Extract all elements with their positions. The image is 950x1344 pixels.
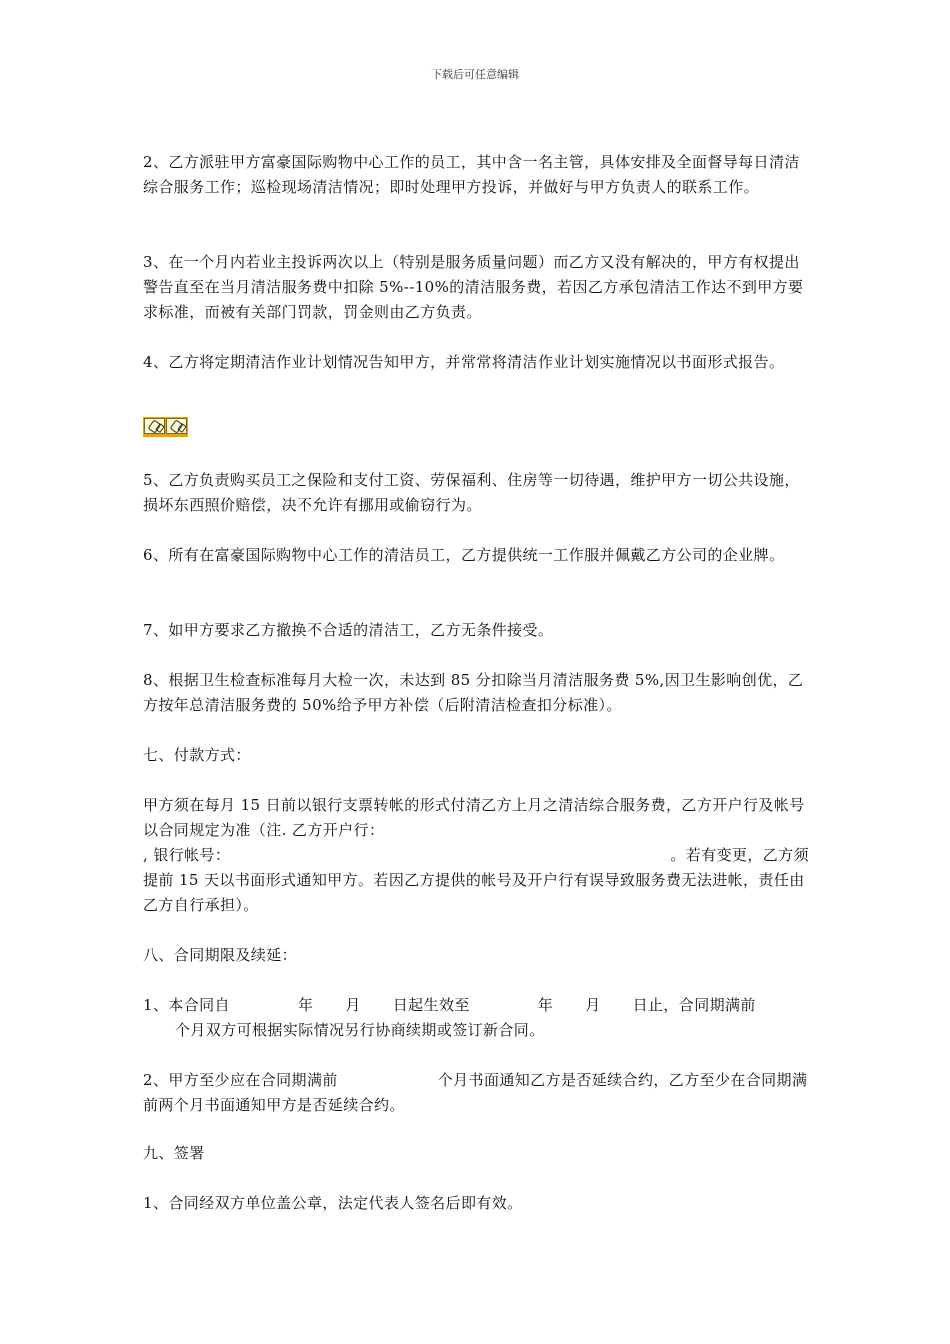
paperclip-icon: [144, 418, 165, 434]
clause-8: 8、根据卫生检查标准每月大检一次，未达到 85 分扣除当月清洁服务费 5%,因卫生影响创优，乙方按年总清洁服务费的 50%给予甲方补偿（后附清洁检查扣分标准）。: [143, 671, 804, 714]
term-start-label: 1、本合同自: [143, 996, 230, 1014]
term-line-a: [143, 993, 809, 1018]
clause-5: 5、乙方负责购买员工之保险和支付工资、劳保福利、住房等一切待遇，维护甲方一切公共设施，损坏东西照价赔偿，决不允许有挪用或偷窃行为。: [143, 471, 800, 514]
term-year-2: 年: [537, 996, 554, 1014]
bank-account-label: , 银行帐号：: [143, 846, 231, 864]
payment-line-a: 甲方须在每月 15 日前以银行支票转帐的形式付清乙方上月之清洁综合服务费，乙方开户行及帐号以合同规定为准（注. 乙方开户行：: [143, 796, 805, 839]
payment-change-note: 。若有变更，乙方须: [670, 846, 809, 864]
clause-7: 7、如甲方要求乙方撤换不合适的清洁工，乙方无条件接受。: [143, 621, 554, 639]
signing-clause-1: 1、合同经双方单位盖公章，法定代表人签名后即有效。: [143, 1194, 523, 1212]
term-month-1: 月: [345, 996, 361, 1014]
term-month-2: 月: [585, 996, 601, 1014]
term-clause-1: [143, 993, 809, 1043]
page-header: 下载后可任意编辑: [431, 68, 519, 81]
section-7-heading: 七、付款方式：: [143, 746, 251, 764]
clause-6: 6、所有在富豪国际购物中心工作的清洁员工，乙方提供统一工作服并佩戴乙方公司的企业牌。: [143, 546, 785, 564]
term-day-2: 日止，合同期满前: [632, 996, 756, 1014]
payment-terms: [143, 793, 809, 918]
payment-line-b: [143, 843, 809, 868]
term-line-b: 个月双方可根据实际情况另行协商续期或签订新合同。: [175, 1021, 545, 1039]
clause-4: 4、乙方将定期清洁作业计划情况告知甲方，并常常将清洁作业计划实施情况以书面形式报告。: [143, 353, 785, 371]
section-8-heading: 八、合同期限及续延：: [143, 946, 298, 964]
notice-label: 2、甲方至少应在合同期满前: [143, 1071, 338, 1089]
notice-text: 个月书面通知乙方是否延续合约，乙方至少在合同期满前两个月书面通知甲方是否延续合约。: [143, 1071, 808, 1114]
attachment-icons: [143, 417, 188, 437]
clause-2: 2、乙方派驻甲方富豪国际购物中心工作的员工，其中含一名主管，具体安排及全面督导每日清洁综合服务工作；巡检现场清洁情况；即时处理甲方投诉，并做好与甲方负责人的联系工作。: [143, 153, 800, 196]
term-day-1: 日起生效至: [392, 996, 470, 1014]
term-clause-2: [143, 1068, 809, 1118]
paperclip-icon: [166, 418, 187, 434]
section-9-heading: 九、签署: [143, 1144, 205, 1162]
payment-line-c: 提前 15 天以书面形式通知甲方。若因乙方提供的帐号及开户行有误导致服务费无法进帐，责任由乙方自行承担）。: [143, 871, 805, 914]
term-year-1: 年: [297, 996, 314, 1014]
clause-3: 3、在一个月内若业主投诉两次以上（特别是服务质量问题）而乙方又没有解决的，甲方有权提出警告直至在当月清洁服务费中扣除 5%--10%的清洁服务费，若因乙方承包清洁工作达不到甲方要求标准，而被有关部门罚款，罚金则由乙方负责。: [143, 253, 804, 321]
